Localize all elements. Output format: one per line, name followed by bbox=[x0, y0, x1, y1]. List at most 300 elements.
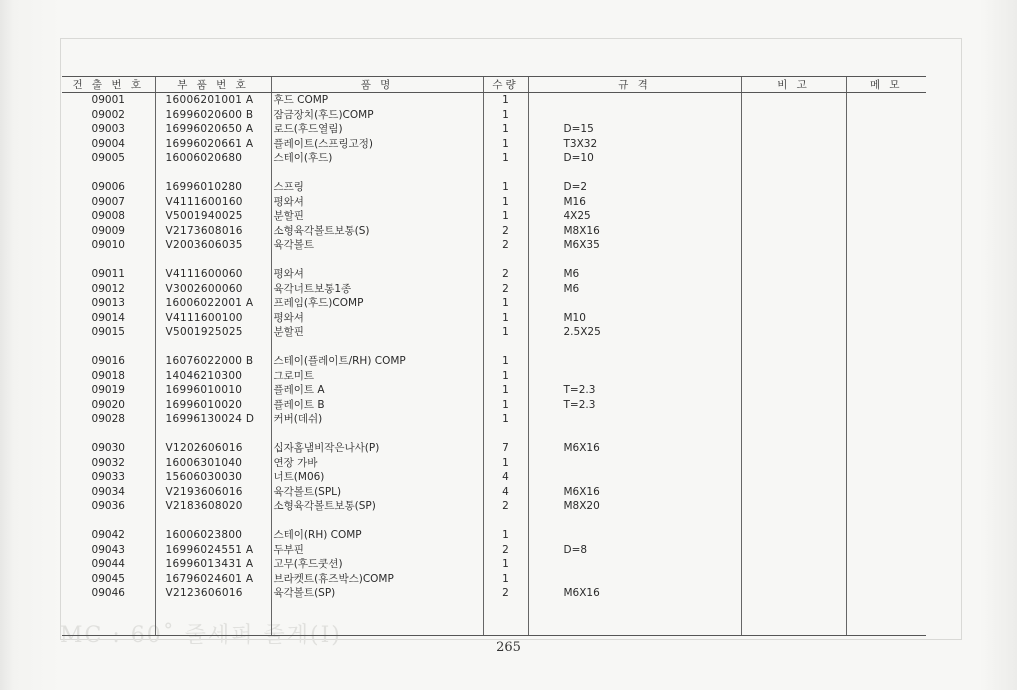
row-part-no: V4111600060 bbox=[155, 267, 271, 282]
table-row bbox=[62, 267, 926, 282]
row-name: 스프링 bbox=[271, 180, 483, 195]
row-no: 09036 bbox=[91, 500, 125, 512]
row-name: 육각볼트(SPL) bbox=[271, 485, 483, 500]
empty-cell bbox=[528, 601, 741, 616]
header-spec: 규 격 bbox=[528, 77, 741, 93]
row-part-no: 16006023800 bbox=[155, 528, 271, 543]
row-name: 잠금장치(후드)COMP bbox=[271, 108, 483, 123]
row-part-no: V5001940025 bbox=[155, 209, 271, 224]
row-spec: D=15 bbox=[528, 122, 741, 137]
empty-cell bbox=[846, 427, 926, 442]
row-remark bbox=[741, 369, 846, 384]
row-memo bbox=[846, 572, 926, 587]
row-remark bbox=[741, 311, 846, 326]
row-memo bbox=[846, 528, 926, 543]
row-qty: 2 bbox=[483, 238, 528, 253]
row-remark bbox=[741, 209, 846, 224]
empty-cell bbox=[846, 615, 926, 636]
empty-cell bbox=[62, 601, 155, 616]
table-row bbox=[62, 499, 926, 514]
empty-cell bbox=[846, 601, 926, 616]
row-no: 09020 bbox=[91, 398, 125, 411]
row-part-no: V5001925025 bbox=[155, 325, 271, 340]
row-qty: 1 bbox=[483, 528, 528, 543]
empty-cell bbox=[62, 615, 155, 636]
table-row bbox=[62, 586, 926, 601]
row-remark bbox=[741, 557, 846, 572]
row-qty: 1 bbox=[483, 383, 528, 398]
row-spec: T=2.3 bbox=[528, 383, 741, 398]
header-memo: 메 모 bbox=[846, 77, 926, 93]
row-part-no: V2173608016 bbox=[155, 224, 271, 239]
row-remark bbox=[741, 195, 846, 210]
row-spec: M6X16 bbox=[528, 441, 741, 456]
row-name: 연장 가바 bbox=[271, 456, 483, 471]
row-spec: M6 bbox=[528, 282, 741, 297]
empty-cell bbox=[271, 514, 483, 529]
row-name: 소형육각볼트보통(SP) bbox=[271, 499, 483, 514]
row-memo bbox=[846, 122, 926, 137]
table-row bbox=[62, 325, 926, 340]
empty-cell bbox=[528, 514, 741, 529]
row-remark bbox=[741, 282, 846, 297]
row-part-no: 15606030030 bbox=[155, 470, 271, 485]
empty-cell bbox=[741, 340, 846, 355]
row-remark bbox=[741, 543, 846, 558]
row-part-no: 16006301040 bbox=[155, 456, 271, 471]
row-remark bbox=[741, 354, 846, 369]
row-qty: 1 bbox=[483, 325, 528, 340]
row-spec: M6X16 bbox=[528, 485, 741, 500]
row-name: 분할핀 bbox=[271, 209, 483, 224]
empty-cell bbox=[271, 166, 483, 181]
row-name: 브라켓트(휴즈박스)COMP bbox=[271, 572, 483, 587]
row-memo bbox=[846, 267, 926, 282]
empty-cell bbox=[846, 166, 926, 181]
page-number: 265 bbox=[496, 640, 521, 655]
row-no: 09028 bbox=[91, 413, 125, 425]
row-qty: 1 bbox=[483, 412, 528, 427]
row-spec bbox=[528, 470, 741, 485]
empty-cell bbox=[155, 340, 271, 355]
row-no: 09046 bbox=[91, 587, 125, 599]
spacer-row bbox=[62, 166, 926, 181]
empty-cell bbox=[741, 166, 846, 181]
row-part-no: 16006020680 bbox=[155, 151, 271, 166]
row-memo bbox=[846, 369, 926, 384]
row-no: 09045 bbox=[91, 572, 125, 585]
table-row bbox=[62, 137, 926, 152]
row-memo bbox=[846, 499, 926, 514]
row-part-no: 16996010280 bbox=[155, 180, 271, 195]
row-name: 육각너트보통1종 bbox=[271, 282, 483, 297]
table-bottom-row bbox=[62, 615, 926, 636]
row-memo bbox=[846, 311, 926, 326]
empty-cell bbox=[741, 427, 846, 442]
empty-cell bbox=[528, 253, 741, 268]
table-row bbox=[62, 296, 926, 311]
empty-cell bbox=[155, 253, 271, 268]
row-spec bbox=[528, 369, 741, 384]
row-remark bbox=[741, 572, 846, 587]
row-part-no: V2003606035 bbox=[155, 238, 271, 253]
row-no: 09011 bbox=[91, 268, 125, 280]
empty-cell bbox=[741, 615, 846, 636]
row-remark bbox=[741, 528, 846, 543]
row-qty: 1 bbox=[483, 557, 528, 572]
row-remark bbox=[741, 485, 846, 500]
empty-cell bbox=[271, 340, 483, 355]
table-row bbox=[62, 470, 926, 485]
row-qty: 2 bbox=[483, 224, 528, 239]
table-row bbox=[62, 543, 926, 558]
row-part-no: V2193606016 bbox=[155, 485, 271, 500]
row-qty: 1 bbox=[483, 180, 528, 195]
row-spec: D=2 bbox=[528, 180, 741, 195]
row-name: 십자홈냄비작은나사(P) bbox=[271, 441, 483, 456]
empty-cell bbox=[62, 427, 155, 442]
row-spec: T=2.3 bbox=[528, 398, 741, 413]
row-memo bbox=[846, 383, 926, 398]
row-memo bbox=[846, 456, 926, 471]
row-memo bbox=[846, 557, 926, 572]
row-memo bbox=[846, 543, 926, 558]
row-qty: 7 bbox=[483, 441, 528, 456]
row-spec: M6X16 bbox=[528, 586, 741, 601]
row-memo bbox=[846, 108, 926, 123]
empty-cell bbox=[483, 340, 528, 355]
row-spec: M6X35 bbox=[528, 238, 741, 253]
row-memo bbox=[846, 296, 926, 311]
row-qty: 1 bbox=[483, 195, 528, 210]
table-row bbox=[62, 383, 926, 398]
row-name: 스테이(RH) COMP bbox=[271, 528, 483, 543]
row-qty: 1 bbox=[483, 93, 528, 108]
table-row bbox=[62, 224, 926, 239]
row-part-no: 16996024551 A bbox=[155, 543, 271, 558]
row-no: 09006 bbox=[91, 181, 125, 193]
row-remark bbox=[741, 151, 846, 166]
row-part-no: 16076022000 B bbox=[155, 354, 271, 369]
empty-cell bbox=[62, 514, 155, 529]
empty-cell bbox=[271, 615, 483, 636]
table-row bbox=[62, 369, 926, 384]
row-qty: 1 bbox=[483, 369, 528, 384]
row-no: 09034 bbox=[91, 485, 125, 498]
table-row bbox=[62, 180, 926, 195]
row-spec: T3X32 bbox=[528, 137, 741, 152]
row-no: 09032 bbox=[91, 456, 125, 469]
row-part-no: 16996013431 A bbox=[155, 557, 271, 572]
header-name: 품 명 bbox=[271, 77, 483, 93]
table-row bbox=[62, 485, 926, 500]
row-spec bbox=[528, 456, 741, 471]
row-no: 09019 bbox=[91, 384, 125, 396]
row-name: 플레이트 B bbox=[271, 398, 483, 413]
empty-cell bbox=[155, 427, 271, 442]
row-memo bbox=[846, 282, 926, 297]
row-part-no: 16996010020 bbox=[155, 398, 271, 413]
row-qty: 1 bbox=[483, 456, 528, 471]
row-spec bbox=[528, 557, 741, 572]
row-part-no: 16996130024 D bbox=[155, 412, 271, 427]
row-no: 09044 bbox=[91, 558, 125, 570]
empty-cell bbox=[62, 340, 155, 355]
row-no: 09013 bbox=[91, 297, 125, 309]
spacer-row bbox=[62, 514, 926, 529]
table-row bbox=[62, 311, 926, 326]
row-no: 09043 bbox=[91, 543, 125, 556]
row-spec: M6 bbox=[528, 267, 741, 282]
empty-cell bbox=[741, 253, 846, 268]
row-memo bbox=[846, 398, 926, 413]
empty-cell bbox=[155, 166, 271, 181]
spacer-row bbox=[62, 427, 926, 442]
row-part-no: 16996010010 bbox=[155, 383, 271, 398]
row-spec bbox=[528, 572, 741, 587]
row-memo bbox=[846, 412, 926, 427]
row-name: 프레임(후드)COMP bbox=[271, 296, 483, 311]
row-remark bbox=[741, 412, 846, 427]
row-qty: 1 bbox=[483, 151, 528, 166]
table-row bbox=[62, 151, 926, 166]
row-no: 09016 bbox=[91, 355, 125, 367]
row-name: 스테이(플레이트/RH) COMP bbox=[271, 354, 483, 369]
row-name: 분할핀 bbox=[271, 325, 483, 340]
row-spec: 4X25 bbox=[528, 209, 741, 224]
row-part-no: V4111600100 bbox=[155, 311, 271, 326]
row-no: 09015 bbox=[91, 326, 125, 338]
row-spec: M10 bbox=[528, 311, 741, 326]
row-remark bbox=[741, 586, 846, 601]
row-name: 너트(M06) bbox=[271, 470, 483, 485]
row-qty: 1 bbox=[483, 108, 528, 123]
row-no: 09007 bbox=[91, 195, 125, 208]
empty-cell bbox=[483, 427, 528, 442]
row-remark bbox=[741, 137, 846, 152]
empty-cell bbox=[528, 340, 741, 355]
header-row bbox=[62, 77, 926, 93]
row-memo bbox=[846, 441, 926, 456]
table-row bbox=[62, 209, 926, 224]
row-memo bbox=[846, 209, 926, 224]
row-memo bbox=[846, 180, 926, 195]
row-memo bbox=[846, 238, 926, 253]
row-qty: 1 bbox=[483, 398, 528, 413]
row-remark bbox=[741, 267, 846, 282]
empty-cell bbox=[271, 427, 483, 442]
row-part-no: V2183608020 bbox=[155, 499, 271, 514]
row-no: 09009 bbox=[91, 224, 125, 237]
row-name: 그로미트 bbox=[271, 369, 483, 384]
row-remark bbox=[741, 325, 846, 340]
row-name: 플레이트(스프링고정) bbox=[271, 137, 483, 152]
table-row bbox=[62, 557, 926, 572]
row-qty: 4 bbox=[483, 485, 528, 500]
row-remark bbox=[741, 383, 846, 398]
row-no: 09008 bbox=[91, 210, 125, 222]
row-part-no: V4111600160 bbox=[155, 195, 271, 210]
row-memo bbox=[846, 151, 926, 166]
empty-cell bbox=[846, 253, 926, 268]
table-row bbox=[62, 441, 926, 456]
row-spec bbox=[528, 412, 741, 427]
row-qty: 2 bbox=[483, 282, 528, 297]
table-row bbox=[62, 528, 926, 543]
empty-cell bbox=[271, 253, 483, 268]
table-row bbox=[62, 398, 926, 413]
row-name: 두부핀 bbox=[271, 543, 483, 558]
row-name: 육각볼트(SP) bbox=[271, 586, 483, 601]
row-spec bbox=[528, 528, 741, 543]
faded-footer-text: MC : 60˚ 줄세퍼 줄게(I) bbox=[60, 623, 342, 648]
row-no: 09003 bbox=[91, 123, 125, 135]
row-qty: 2 bbox=[483, 267, 528, 282]
row-name: 평와셔 bbox=[271, 311, 483, 326]
empty-cell bbox=[528, 615, 741, 636]
row-part-no: 16006201001 A bbox=[155, 93, 271, 108]
empty-cell bbox=[155, 601, 271, 616]
empty-cell bbox=[155, 615, 271, 636]
row-part-no: V3002600060 bbox=[155, 282, 271, 297]
row-memo bbox=[846, 586, 926, 601]
row-memo bbox=[846, 325, 926, 340]
row-remark bbox=[741, 441, 846, 456]
empty-cell bbox=[62, 253, 155, 268]
row-no: 09033 bbox=[91, 471, 125, 483]
row-qty: 1 bbox=[483, 572, 528, 587]
row-name: 후드 COMP bbox=[271, 93, 483, 108]
row-no: 09014 bbox=[91, 311, 125, 324]
row-qty: 2 bbox=[483, 586, 528, 601]
table-row bbox=[62, 93, 926, 108]
empty-cell bbox=[483, 253, 528, 268]
parts-table bbox=[62, 76, 926, 636]
row-qty: 1 bbox=[483, 296, 528, 311]
row-no: 09001 bbox=[91, 94, 125, 106]
row-name: 커버(데쉬) bbox=[271, 412, 483, 427]
empty-cell bbox=[741, 601, 846, 616]
row-remark bbox=[741, 456, 846, 471]
row-spec: M16 bbox=[528, 195, 741, 210]
row-name: 스테이(후드) bbox=[271, 151, 483, 166]
row-spec bbox=[528, 108, 741, 123]
row-remark bbox=[741, 108, 846, 123]
empty-cell bbox=[483, 514, 528, 529]
row-no: 09018 bbox=[91, 369, 125, 382]
row-spec bbox=[528, 296, 741, 311]
parts-table-container bbox=[62, 76, 926, 636]
row-spec: D=10 bbox=[528, 151, 741, 166]
row-qty: 1 bbox=[483, 122, 528, 137]
row-part-no: 14046210300 bbox=[155, 369, 271, 384]
empty-cell bbox=[483, 601, 528, 616]
row-part-no: V1202606016 bbox=[155, 441, 271, 456]
table-row bbox=[62, 122, 926, 137]
row-part-no: 16996020600 B bbox=[155, 108, 271, 123]
row-memo bbox=[846, 137, 926, 152]
row-qty: 2 bbox=[483, 499, 528, 514]
empty-cell bbox=[155, 514, 271, 529]
parts-table-body bbox=[62, 93, 926, 636]
row-spec bbox=[528, 354, 741, 369]
row-spec: D=8 bbox=[528, 543, 741, 558]
row-qty: 1 bbox=[483, 209, 528, 224]
empty-cell bbox=[62, 166, 155, 181]
row-name: 소형육각볼트보통(S) bbox=[271, 224, 483, 239]
table-row bbox=[62, 108, 926, 123]
empty-cell bbox=[846, 514, 926, 529]
empty-cell bbox=[528, 427, 741, 442]
empty-cell bbox=[271, 601, 483, 616]
row-no: 09005 bbox=[91, 152, 125, 164]
header-remark: 비 고 bbox=[741, 77, 846, 93]
table-row bbox=[62, 354, 926, 369]
header-part-no: 부 품 번 호 bbox=[155, 77, 271, 93]
table-row bbox=[62, 238, 926, 253]
row-no: 09042 bbox=[91, 529, 125, 541]
row-spec: 2.5X25 bbox=[528, 325, 741, 340]
spacer-row bbox=[62, 601, 926, 616]
row-part-no: V2123606016 bbox=[155, 586, 271, 601]
row-spec: M8X16 bbox=[528, 224, 741, 239]
row-qty: 2 bbox=[483, 543, 528, 558]
row-part-no: 16796024601 A bbox=[155, 572, 271, 587]
empty-cell bbox=[846, 340, 926, 355]
row-qty: 1 bbox=[483, 354, 528, 369]
row-remark bbox=[741, 122, 846, 137]
empty-cell bbox=[483, 166, 528, 181]
row-no: 09010 bbox=[91, 239, 125, 251]
row-name: 평와셔 bbox=[271, 195, 483, 210]
header-no: 건 출 번 호 bbox=[62, 77, 155, 93]
table-row bbox=[62, 282, 926, 297]
header-qty: 수량 bbox=[483, 77, 528, 93]
spacer-row bbox=[62, 340, 926, 355]
spacer-row bbox=[62, 253, 926, 268]
row-name: 평와셔 bbox=[271, 267, 483, 282]
table-row bbox=[62, 572, 926, 587]
row-qty: 1 bbox=[483, 311, 528, 326]
row-part-no: 16996020650 A bbox=[155, 122, 271, 137]
row-name: 로드(후드열림) bbox=[271, 122, 483, 137]
row-remark bbox=[741, 296, 846, 311]
row-spec: M8X20 bbox=[528, 499, 741, 514]
row-remark bbox=[741, 93, 846, 108]
row-name: 플레이트 A bbox=[271, 383, 483, 398]
row-memo bbox=[846, 470, 926, 485]
empty-cell bbox=[483, 615, 528, 636]
row-remark bbox=[741, 238, 846, 253]
row-name: 육각볼트 bbox=[271, 238, 483, 253]
row-memo bbox=[846, 195, 926, 210]
table-row bbox=[62, 195, 926, 210]
table-row bbox=[62, 456, 926, 471]
row-no: 09002 bbox=[91, 108, 125, 121]
empty-cell bbox=[741, 514, 846, 529]
row-part-no: 16006022001 A bbox=[155, 296, 271, 311]
row-memo bbox=[846, 93, 926, 108]
row-no: 09012 bbox=[91, 282, 125, 295]
row-memo bbox=[846, 224, 926, 239]
row-remark bbox=[741, 499, 846, 514]
row-no: 09030 bbox=[91, 442, 125, 454]
row-memo bbox=[846, 354, 926, 369]
row-remark bbox=[741, 224, 846, 239]
row-remark bbox=[741, 398, 846, 413]
row-spec bbox=[528, 93, 741, 108]
row-no: 09004 bbox=[91, 137, 125, 150]
